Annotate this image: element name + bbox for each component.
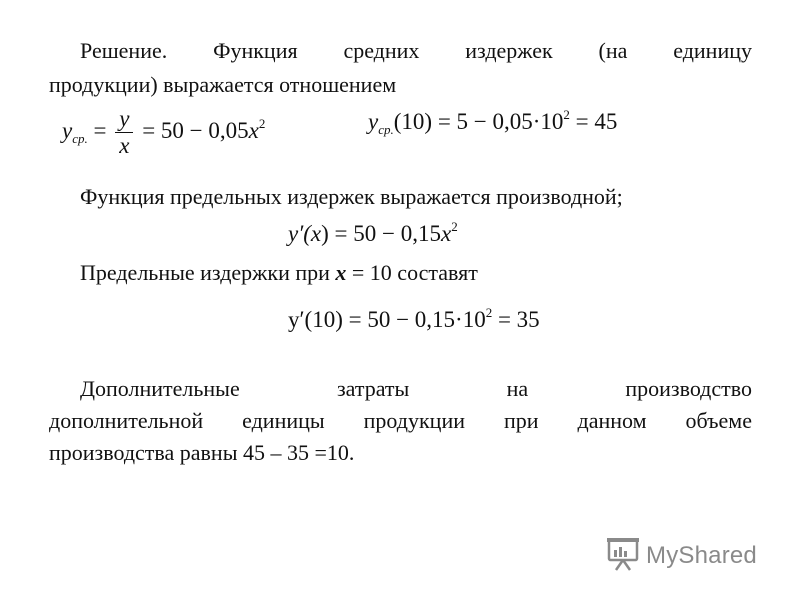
- marginal-cost-formula: [288, 220, 458, 245]
- formula3-pow: 2: [451, 219, 458, 234]
- marginal-at-var: x: [335, 260, 347, 285]
- formula1-numerator: y: [115, 106, 133, 133]
- formula2-pow: 2: [563, 107, 570, 122]
- formula4-lhs: y′(10) = 50 − 0,15·10: [288, 307, 486, 332]
- conclusion-line-2: дополнительной единицы продукции при данном объеме: [49, 408, 752, 433]
- formula1-rhs-pow: 2: [258, 115, 266, 131]
- formula3-lhs-close: ) = 50 − 0,15: [321, 221, 441, 246]
- formula1-rhs: = 50 − 0,05: [142, 117, 249, 143]
- formula1-lhs-var: y: [62, 117, 73, 143]
- marginal-at-prefix: Предельные издержки при: [80, 260, 336, 285]
- presentation-board-icon: [606, 536, 640, 577]
- formula2-arg: (10) = 5 − 0,05·10: [393, 109, 564, 134]
- average-cost-at-10-formula: [368, 108, 617, 136]
- formula4-pow: 2: [485, 305, 493, 320]
- intro-line-2: продукции) выражается отношением: [49, 72, 397, 97]
- formula3-lhs: y′(: [288, 221, 311, 246]
- formula1-eq: =: [93, 117, 107, 143]
- formula3-rhs-var: x: [440, 221, 452, 246]
- formula1-denominator: x: [119, 133, 130, 158]
- formula2-lhs-sub: ср.: [378, 122, 394, 137]
- watermark-brand: MyShared: [646, 542, 757, 569]
- formula4-tail: = 35: [497, 307, 540, 332]
- watermark-logo: [606, 536, 757, 576]
- formula1-fraction: [115, 106, 133, 159]
- formula1-rhs-var: x: [248, 117, 259, 143]
- formula1-lhs-sub: ср.: [72, 130, 88, 146]
- average-cost-formula: [62, 106, 265, 159]
- conclusion-line-3: производства равны 45 – 35 =10.: [49, 440, 355, 465]
- conclusion-line-1: Дополнительные затраты на производство: [80, 376, 752, 401]
- marginal-at-suffix: = 10 составят: [346, 260, 478, 285]
- intro-line-1: Решение. Функция средних издержек (на единицу: [80, 38, 752, 63]
- marginal-cost-at-10-formula: [288, 306, 540, 331]
- formula3-lhs-var: x: [310, 221, 322, 246]
- marginal-cost-at-10-sentence: [80, 256, 478, 290]
- formula2-tail: = 45: [575, 109, 618, 134]
- formula2-lhs-var: y: [368, 109, 379, 134]
- marginal-cost-sentence: Функция предельных издержек выражается производной;: [80, 184, 623, 209]
